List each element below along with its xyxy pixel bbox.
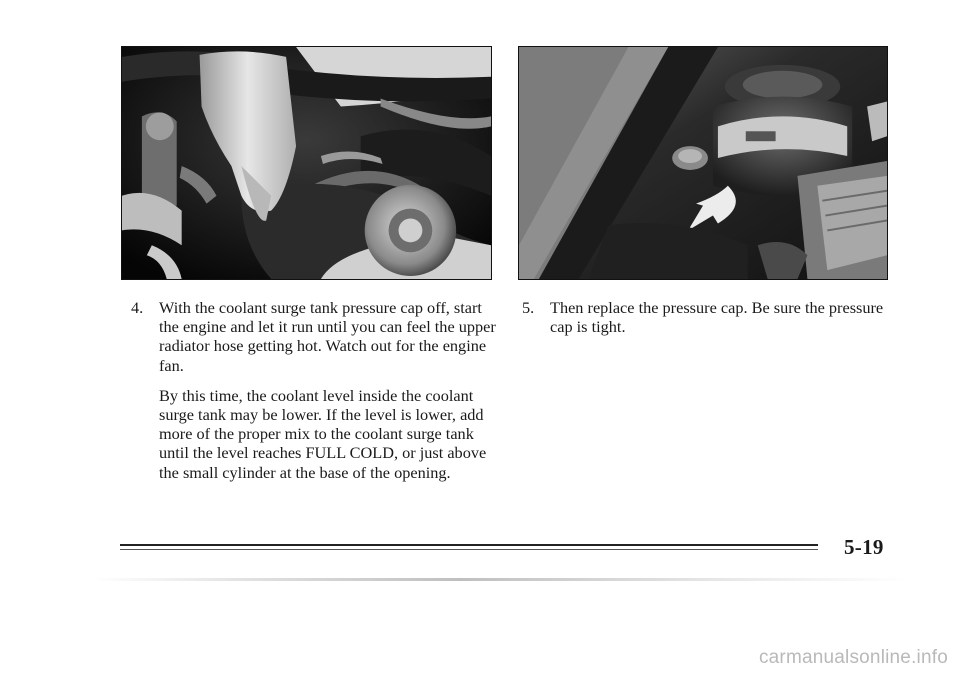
step-5-text: Then replace the pressure cap. Be sure the pressure cap is tight. — [550, 298, 884, 337]
engine-photo-left-illustration — [122, 47, 491, 279]
left-text-column — [131, 298, 501, 482]
step-4-number: 4. — [131, 298, 144, 317]
engine-photo-right-illustration — [519, 47, 887, 279]
step-5 — [522, 298, 892, 336]
page-number: 5-19 — [844, 535, 884, 559]
step-4 — [131, 298, 501, 375]
footer-rule-thick — [120, 544, 818, 546]
watermark-text: carmanualsonline.info — [758, 647, 948, 668]
right-text-column — [522, 298, 892, 336]
step-4-text: With the coolant surge tank pressure cap off, start the engine and let it run until you can feel the upper radiator hose getting hot. Watch out for the engine fan. — [159, 298, 496, 375]
scan-smudge-divider — [90, 578, 910, 581]
engine-photo-surge-tank — [518, 46, 888, 280]
step-5-number: 5. — [522, 298, 535, 317]
step-4-followup: By this time, the coolant level inside the coolant surge tank may be lower. If the level is lower, add more of the proper mix to the coolant surge tank until the level reaches FULL COLD, or just above the small cylinder at the base of the opening. — [159, 385, 487, 482]
footer-rule-thin — [120, 549, 818, 550]
engine-photo-hand-on-cap — [121, 46, 492, 280]
